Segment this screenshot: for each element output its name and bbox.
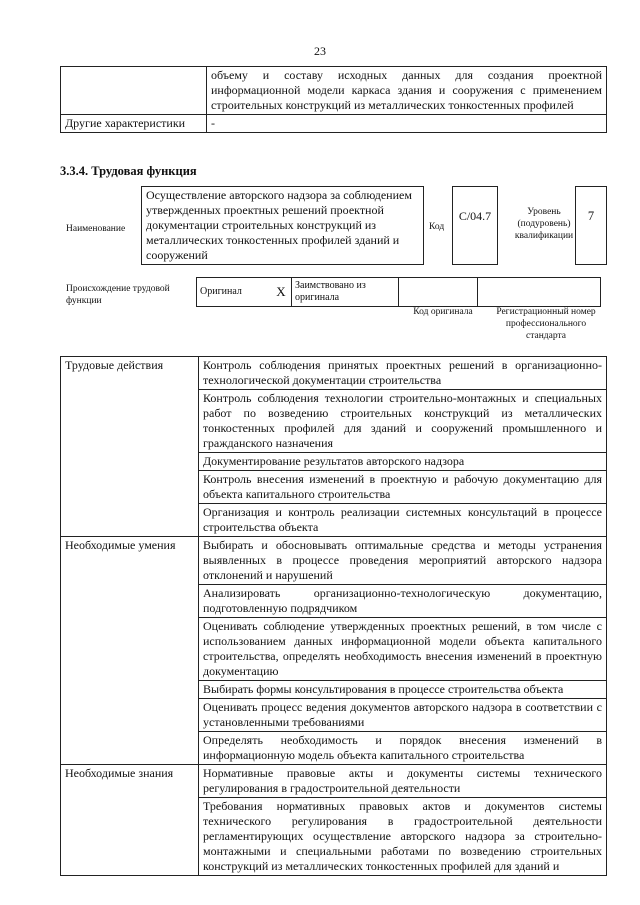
section-label: Необходимые знания <box>61 765 199 876</box>
section-items <box>199 765 607 876</box>
code-caption: Код оригинала <box>413 307 473 317</box>
list-item: Контроль соблюдения технологии строительно-монтажных и специальных работ по возведению строительных конструкций из металлических тонкостенных профилей для зданий и сооружений промышленного и гражданского назначения <box>199 390 606 453</box>
level-value-box: 7 <box>575 186 607 265</box>
page-number: 23 <box>314 44 326 58</box>
table-cell: - <box>207 115 607 133</box>
code-label: Код <box>429 222 445 232</box>
table-row <box>61 115 607 133</box>
list-item: Требования нормативных правовых актов и документов системы технического регулирования в градостроительной деятельности регламентирующих осуществление авторского надзора за строительно-монтажными и специальными работами по возведению строительных конструкций из металлических тонкостенных профилей для зданий и <box>203 799 602 873</box>
list-item: Документирование результатов авторского надзора <box>199 453 606 471</box>
table-row <box>61 67 607 115</box>
origin-table <box>196 277 601 307</box>
original-code-cell <box>399 278 478 307</box>
previous-table <box>60 66 607 133</box>
list-item: Оценивать соблюдение утвержденных проектных решений, в том числе с использованием данных информационной модели объекта капитального строительства, определять необходимость внесения изменений в проектную документацию <box>199 618 606 681</box>
table-row <box>197 278 601 307</box>
table-cell: объему и составу исходных данных для создания проектной информационной модели каркаса здания и сооружения с применением строительных конструкций из металлических тонкостенных профилей <box>207 67 607 115</box>
table-row <box>61 537 607 765</box>
list-item: Нормативные правовые акты и документы системы технического регулирования в градостроительной деятельности <box>199 765 606 798</box>
function-name-box: Осуществление авторского надзора за соблюдением утвержденных проектных решений проектной документации строительных конструкций из металлических тонкостенных профилей зданий и сооружений <box>141 186 424 265</box>
empty-cell <box>61 67 207 115</box>
origin-label: Происхождение трудовой функции <box>66 284 170 306</box>
section-items <box>199 357 607 537</box>
section-label: Трудовые действия <box>61 357 199 537</box>
name-label: Наименование <box>66 224 126 234</box>
section-items <box>199 537 607 765</box>
section-label: Необходимые умения <box>61 537 199 765</box>
list-item: Анализировать организационно-технологическую документацию, подготовленную подрядчиком <box>199 585 606 618</box>
original-label: Оригинал <box>197 278 272 307</box>
list-item: Выбирать формы консультирования в процессе строительства объекта <box>199 681 606 699</box>
code-value-box: С/04.7 <box>452 186 498 265</box>
list-item: Организация и контроль реализации системных консультаций в процессе строительства объекта <box>203 505 602 534</box>
row-label: Другие характеристики <box>61 115 207 133</box>
reg-number-cell <box>478 278 601 307</box>
table-row <box>61 765 607 876</box>
function-details-table <box>60 356 607 876</box>
list-item: Контроль внесения изменений в проектную и рабочую документацию для объекта капитального строительства <box>199 471 606 504</box>
level-label: Уровень (подуровень) квалификации <box>514 207 574 241</box>
list-item: Оценивать процесс ведения документов авторского надзора в соответствии с установленными требованиями <box>199 699 606 732</box>
section-title: 3.3.4. Трудовая функция <box>60 164 197 178</box>
list-item: Контроль соблюдения принятых проектных решений в организационно-технологической документации строительства <box>199 357 606 390</box>
table-row <box>61 357 607 537</box>
list-item: Определять необходимость и порядок внесения изменений в информационную модель объекта капитального строительства <box>203 733 602 762</box>
original-mark: X <box>271 278 292 307</box>
borrowed-label: Заимствовано из оригинала <box>292 278 399 307</box>
list-item: Выбирать и обосновывать оптимальные средства и методы устранения выявленных в процессе проведения мероприятий авторского надзора отклонений и нарушений <box>199 537 606 585</box>
reg-caption: Регистрационный номер профессионального стандарта <box>496 307 596 341</box>
